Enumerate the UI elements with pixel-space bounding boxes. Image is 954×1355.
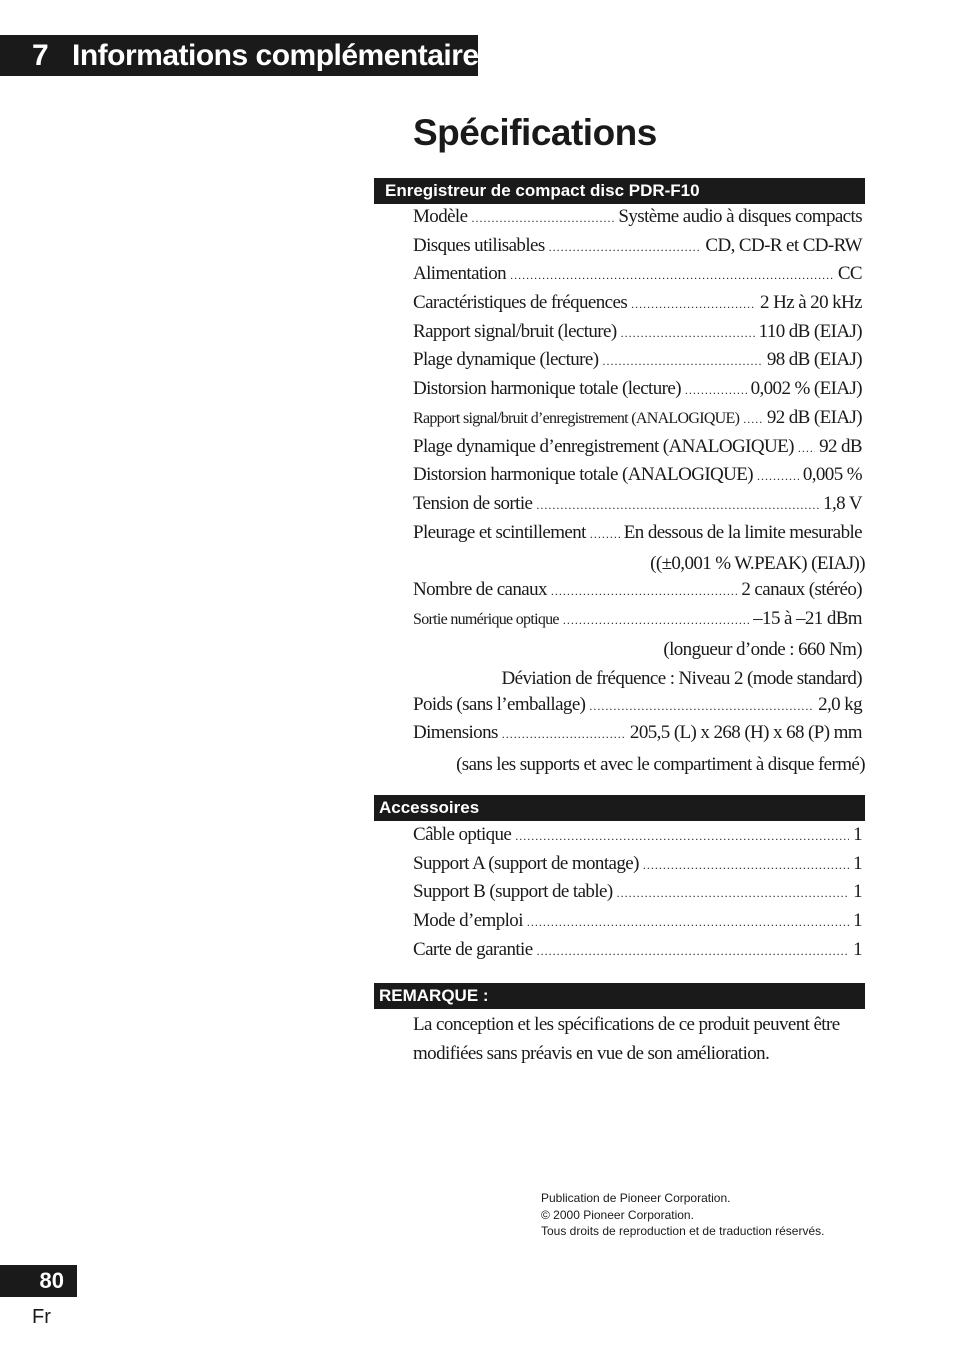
spec-continuation-frequency-deviation: Déviation de fréquence : Niveau 2 (mode standard)	[501, 668, 862, 689]
accessory-label: Carte de garantie	[413, 938, 533, 960]
accessory-row-optical-cable	[413, 824, 862, 853]
accessory-quantity: 1	[853, 852, 862, 874]
spec-value: 2 canaux (stéréo)	[741, 578, 862, 600]
section-heading-recorder: Enregistreur de compact disc PDR-F10	[374, 178, 865, 204]
spec-value: En dessous de la limite mesurable	[623, 521, 862, 543]
spec-value: 110 dB (EIAJ)	[758, 320, 862, 342]
dot-leader	[743, 412, 763, 427]
spec-row-model	[413, 206, 862, 235]
spec-value: 92 dB	[819, 435, 862, 457]
spec-value: 205,5 (L) x 268 (H) x 68 (P) mm	[629, 722, 862, 744]
dot-leader	[510, 268, 834, 283]
spec-row-snr-recording	[413, 407, 862, 436]
accessory-label: Mode d’emploi	[413, 910, 523, 932]
spec-label: Rapport signal/bruit d’enregistrement (ANALOGIQUE)	[413, 409, 740, 427]
dot-leader	[502, 727, 626, 742]
spec-row-power	[413, 263, 862, 292]
spec-label: Plage dynamique (lecture)	[413, 349, 599, 371]
note-text: La conception et les spécifications de ce produit peuvent être modifiées sans préavis en vue de son amélioration.	[413, 1014, 840, 1064]
dot-leader	[589, 699, 814, 714]
accessory-row-warranty	[413, 939, 862, 968]
spec-value: 92 dB (EIAJ)	[766, 406, 862, 428]
spec-continuation-wow-flutter: ((±0,001 % W.PEAK) (EIAJ))	[650, 553, 865, 575]
spec-row-thd-playback	[413, 378, 862, 407]
spec-label: Dimensions	[413, 722, 498, 744]
spec-value: 2 Hz à 20 kHz	[760, 292, 862, 314]
dot-leader	[757, 469, 799, 484]
accessory-quantity: 1	[853, 910, 862, 932]
spec-label: Alimentation	[413, 263, 507, 285]
accessory-quantity: 1	[853, 881, 862, 903]
publisher-info	[541, 1190, 825, 1240]
spec-value: CC	[837, 263, 862, 285]
dot-leader	[551, 584, 737, 599]
accessory-row-support-b	[413, 881, 862, 910]
spec-value: 98 dB (EIAJ)	[766, 349, 862, 371]
spec-row-weight	[413, 694, 862, 723]
accessory-row-manual	[413, 910, 862, 939]
spec-label: Sortie numérique optique	[413, 610, 559, 628]
spec-value: 0,005 %	[802, 464, 862, 486]
spec-label: Modèle	[413, 206, 468, 227]
accessory-quantity: 1	[853, 938, 862, 960]
dot-leader	[515, 829, 849, 844]
spec-label: Poids (sans l’emballage)	[413, 693, 586, 715]
spec-label: Distorsion harmonique totale (lecture)	[413, 378, 681, 400]
accessory-label: Support A (support de montage)	[413, 852, 639, 874]
spec-label: Tension de sortie	[413, 492, 533, 514]
spec-continuation-dimensions: (sans les supports et avec le compartiment à disque fermé)	[456, 754, 865, 776]
spec-row-dynamic-recording	[413, 436, 862, 465]
spec-list	[413, 206, 865, 780]
dot-leader	[536, 498, 819, 513]
spec-label: Caractéristiques de fréquences	[413, 292, 628, 314]
spec-label: Plage dynamique d’enregistrement (ANALOGIQUE)	[413, 435, 794, 457]
rights-line: Tous droits de reproduction et de traduction réservés.	[541, 1224, 825, 1238]
spec-continuation-wavelength: (longueur d’onde : 660 Nm)	[663, 639, 862, 661]
accessory-label: Support B (support de table)	[413, 881, 613, 903]
language-code: Fr	[32, 1306, 51, 1328]
publisher-line: Publication de Pioneer Corporation.	[541, 1191, 731, 1205]
spec-row-thd-analog	[413, 464, 862, 493]
spec-row-discs	[413, 235, 862, 264]
spec-row-output-voltage	[413, 493, 862, 522]
spec-value: 1,8 V	[823, 492, 862, 514]
accessory-quantity: 1	[853, 824, 862, 845]
spec-row-wow-flutter	[413, 522, 862, 551]
dot-leader	[590, 527, 620, 542]
dot-leader	[685, 383, 747, 398]
spec-label: Distorsion harmonique totale (ANALOGIQUE)	[413, 464, 754, 486]
dot-leader	[798, 441, 815, 456]
spec-label: Nombre de canaux	[413, 578, 547, 600]
spec-value: 0,002 % (EIAJ)	[750, 378, 862, 400]
dot-leader	[471, 211, 614, 226]
chapter-title: Informations complémentaires	[72, 39, 495, 72]
dot-leader	[549, 240, 702, 255]
dot-leader	[602, 354, 762, 369]
spec-value: CD, CD-R et CD-RW	[705, 234, 862, 256]
copyright-line: © 2000 Pioneer Corporation.	[541, 1207, 694, 1222]
chapter-number: 7	[32, 39, 49, 72]
spec-row-dimensions	[413, 722, 862, 751]
section-heading-note: REMARQUE :	[374, 983, 865, 1009]
spec-row-frequency	[413, 292, 862, 321]
spec-label: Pleurage et scintillement	[413, 521, 586, 543]
spec-value: 2,0 kg	[818, 693, 862, 715]
dot-leader	[563, 613, 749, 628]
spec-value: Système audio à disques compacts	[618, 206, 862, 227]
accessory-label: Câble optique	[413, 824, 512, 845]
dot-leader	[631, 297, 756, 312]
page-number: 80	[0, 1265, 77, 1297]
dot-leader	[643, 858, 849, 873]
spec-row-channels	[413, 579, 862, 608]
dot-leader	[617, 886, 850, 901]
page-title: Spécifications	[413, 112, 657, 153]
spec-value: –15 à –21 dBm	[753, 607, 862, 629]
dot-leader	[621, 326, 755, 341]
spec-label: Rapport signal/bruit (lecture)	[413, 320, 617, 342]
spec-row-optical-output	[413, 608, 862, 637]
accessory-row-support-a	[413, 853, 862, 882]
spec-label: Disques utilisables	[413, 234, 545, 256]
spec-row-snr-playback	[413, 321, 862, 350]
chapter-header	[0, 35, 495, 76]
section-heading-accessories: Accessoires	[374, 795, 865, 821]
dot-leader	[537, 944, 850, 959]
dot-leader	[527, 915, 849, 930]
spec-row-dynamic-playback	[413, 349, 862, 378]
accessories-list	[413, 824, 862, 967]
